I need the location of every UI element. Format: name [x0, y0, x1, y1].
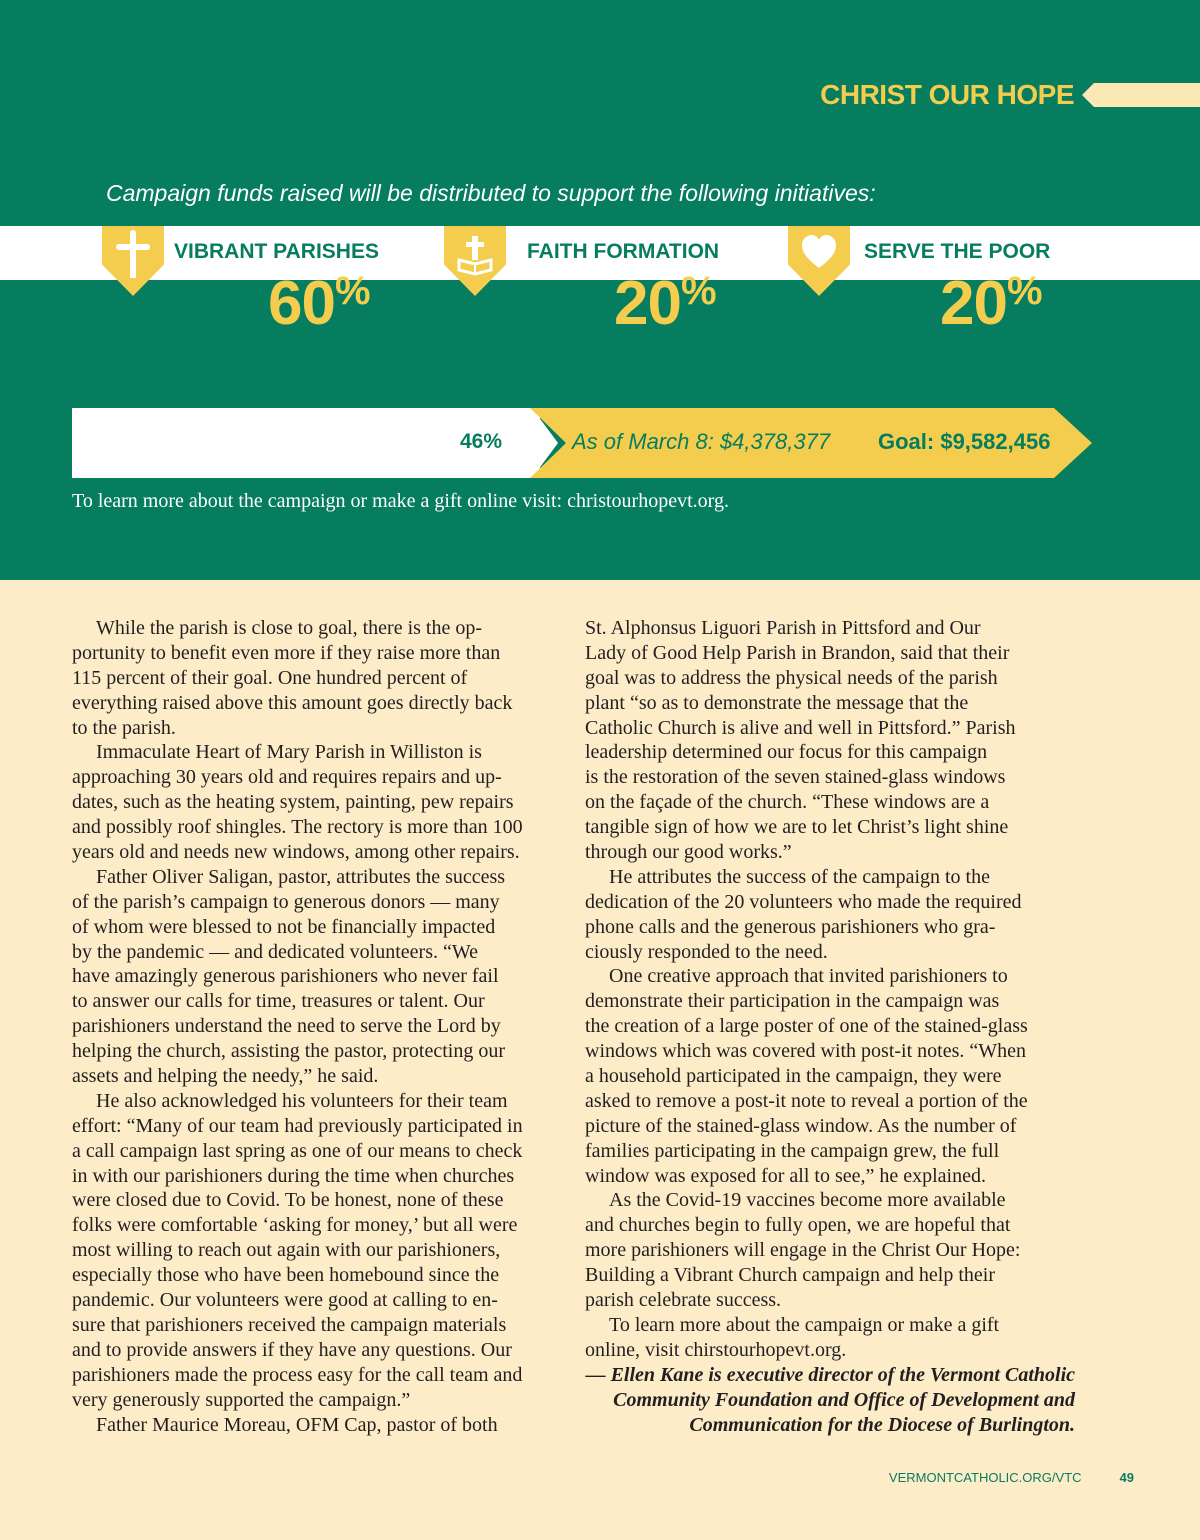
- article-line: to answer our calls for time, treasures or talent. Our: [72, 990, 485, 1013]
- initiative-name: SERVE THE POOR: [864, 240, 1051, 263]
- article-line: tangible sign of how we are to let Christ’s light shine: [585, 816, 1009, 839]
- article-line: dates, such as the heating system, painting, pew repairs: [72, 791, 514, 814]
- article-line: goal was to address the physical needs of the parish: [585, 666, 998, 689]
- article-line: and to provide answers if they have any questions. Our: [72, 1338, 512, 1361]
- article-line: were closed due to Covid. To be honest, none of these: [72, 1189, 504, 1212]
- author-bio-line: — Ellen Kane is executive director of the Vermont Catholic: [585, 1363, 1075, 1386]
- initiative-percent: 60%: [268, 269, 370, 338]
- article-line: plant “so as to demonstrate the message that the: [585, 691, 969, 714]
- article-line: Lady of Good Help Parish in Brandon, said that their: [585, 641, 1010, 664]
- article-line: He also acknowledged his volunteers for their team: [96, 1089, 508, 1112]
- article-line: folks were comfortable ‘asking for money,’ but all were: [72, 1214, 518, 1237]
- footer-site: VERMONTCATHOLIC.ORG/VTC: [888, 1470, 1082, 1485]
- article-line: the creation of a large poster of one of the stained-glass: [585, 1015, 1028, 1038]
- article-line: assets and helping the needy,” he said.: [72, 1065, 379, 1088]
- section-tab-arrow: [1082, 83, 1200, 107]
- article-line: is the restoration of the seven stained-glass windows: [585, 766, 1006, 789]
- article-line: have amazingly generous parishioners who never fail: [72, 965, 499, 988]
- article-line: a household participated in the campaign, they were: [585, 1065, 1002, 1088]
- author-bio-line: Community Foundation and Office of Development and: [613, 1388, 1075, 1411]
- article-line: on the façade of the church. “These windows are a: [585, 791, 990, 814]
- article-line: in with our parishioners during the time when churches: [72, 1164, 515, 1187]
- article-line: windows which was covered with post-it notes. “When: [585, 1040, 1027, 1063]
- article-line: parishioners understand the need to serve the Lord by: [72, 1015, 501, 1038]
- section-tag: [820, 80, 1200, 110]
- article-line: He attributes the success of the campaign to the: [609, 865, 990, 888]
- article-column-right: [585, 616, 1075, 1437]
- progress-goal: Goal: $9,582,456: [878, 429, 1051, 454]
- article-line: Catholic Church is alive and well in Pittsford.” Parish: [585, 716, 1016, 739]
- article-line: pandemic. Our volunteers were good at calling to en-: [72, 1289, 498, 1312]
- article-line: through our good works.”: [585, 841, 792, 864]
- article-line: to the parish.: [72, 716, 176, 739]
- article-line: especially those who have been homebound since the: [72, 1264, 500, 1287]
- article-line: of the parish’s campaign to generous donors — many: [72, 890, 500, 913]
- article-line: dedication of the 20 volunteers who made the required: [585, 890, 1022, 913]
- article-line: ciously responded to the need.: [585, 940, 828, 963]
- article-line: picture of the stained-glass window. As the number of: [585, 1114, 1017, 1137]
- article-line: families participating in the campaign grew, the full: [585, 1139, 1000, 1162]
- article-line: St. Alphonsus Liguori Parish in Pittsford and Our: [585, 617, 981, 639]
- initiatives-intro: Campaign funds raised will be distributed to support the following initiatives:: [106, 180, 876, 206]
- section-label: CHRIST OUR HOPE: [820, 79, 1074, 110]
- article-line: online, visit chirstourhopevt.org.: [585, 1338, 847, 1361]
- article-line: portunity to benefit even more if they raise more than: [72, 641, 501, 664]
- learn-more-text: To learn more about the campaign or make a gift online visit: christourhopevt.org.: [72, 490, 729, 512]
- article-line: To learn more about the campaign or make a gift: [609, 1313, 1000, 1336]
- progress-percent: 46%: [460, 430, 503, 453]
- campaign-progress-bar: [72, 408, 1092, 478]
- article-line: window was exposed for all to see,” he explained.: [585, 1164, 986, 1187]
- article-line: parish celebrate success.: [585, 1289, 782, 1312]
- article-line: most willing to reach out again with our parishioners,: [72, 1239, 501, 1262]
- article-line: phone calls and the generous parishioners who gra-: [585, 915, 996, 938]
- progress-as-of: As of March 8: $4,378,377: [572, 429, 831, 454]
- article-line: asked to remove a post-it note to reveal a portion of the: [585, 1089, 1028, 1112]
- author-bio-line: Communication for the Diocese of Burlington.: [689, 1413, 1075, 1436]
- article-line: approaching 30 years old and requires repairs and up-: [72, 766, 502, 789]
- article-line: effort: “Many of our team had previously participated in: [72, 1114, 523, 1137]
- initiative-name: VIBRANT PARISHES: [174, 240, 379, 263]
- initiative-percent: 20%: [614, 269, 716, 338]
- article-line: and churches begin to fully open, we are hopeful that: [585, 1214, 1011, 1237]
- article-line: While the parish is close to goal, there is the op-: [96, 617, 483, 639]
- article-line: leadership determined our focus for this campaign: [585, 741, 988, 764]
- article-line: helping the church, assisting the pastor, protecting our: [72, 1040, 505, 1063]
- article-line: a call campaign last spring as one of our means to check: [72, 1139, 523, 1162]
- article-line: Father Oliver Saligan, pastor, attributes the success: [96, 865, 506, 888]
- initiative-name: FAITH FORMATION: [527, 240, 720, 263]
- article-line: Immaculate Heart of Mary Parish in Williston is: [96, 741, 482, 764]
- article-column-left: [72, 616, 562, 1437]
- article-line: very generously supported the campaign.”: [72, 1388, 411, 1411]
- article-line: One creative approach that invited parishioners to: [609, 965, 1008, 988]
- article-line: everything raised above this amount goes directly back: [72, 691, 513, 714]
- article-line: 115 percent of their goal. One hundred percent of: [72, 666, 468, 689]
- article-line: As the Covid-19 vaccines become more available: [609, 1189, 1006, 1212]
- article-line: parishioners made the process easy for the call team and: [72, 1363, 523, 1386]
- article-line: demonstrate their participation in the campaign was: [585, 990, 1000, 1013]
- article-line: years old and needs new windows, among other repairs.: [72, 841, 520, 864]
- article-line: by the pandemic — and dedicated volunteers. “We: [72, 940, 479, 963]
- initiative-percent: 20%: [940, 269, 1042, 338]
- article-line: of whom were blessed to not be financially impacted: [72, 915, 496, 938]
- article-line: more parishioners will engage in the Christ Our Hope:: [585, 1239, 1021, 1262]
- article-line: sure that parishioners received the campaign materials: [72, 1313, 507, 1336]
- article-line: Building a Vibrant Church campaign and help their: [585, 1264, 995, 1287]
- page-number: 49: [1119, 1470, 1134, 1485]
- article-line: Father Maurice Moreau, OFM Cap, pastor of both: [96, 1413, 498, 1436]
- page-footer: [889, 1470, 1134, 1485]
- article-line: and possibly roof shingles. The rectory is more than 100: [72, 816, 523, 839]
